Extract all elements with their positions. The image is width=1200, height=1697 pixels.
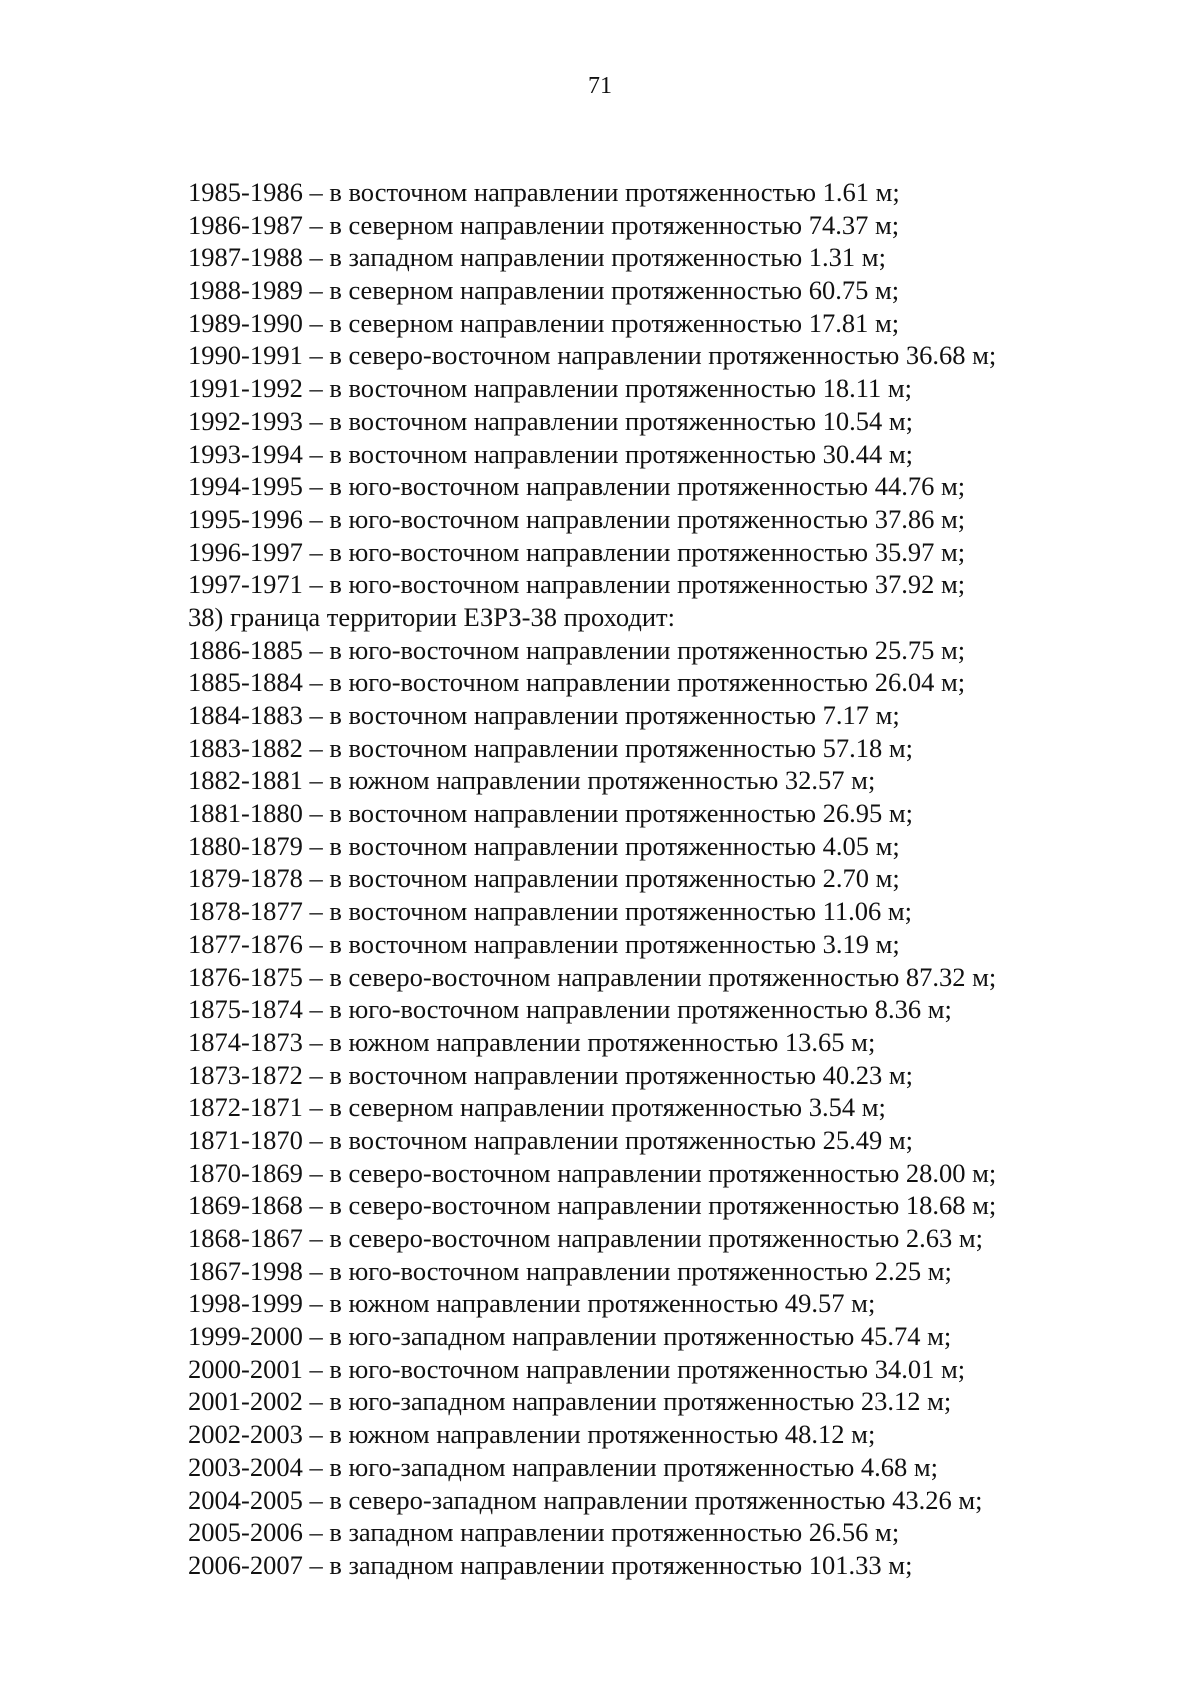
- boundary-segment-line: 1877-1876 – в восточном направлении протяженностью 3.19 м;: [188, 928, 900, 959]
- boundary-segment-line: 2006-2007 – в западном направлении протяженностью 101.33 м;: [188, 1549, 913, 1580]
- boundary-segment-line: 1985-1986 – в восточном направлении протяженностью 1.61 м;: [188, 177, 900, 207]
- boundary-segment-line: 1994-1995 – в юго-восточном направлении протяженностью 44.76 м;: [188, 471, 966, 502]
- boundary-segment-line: 1878-1877 – в восточном направлении протяженностью 11.06 м;: [188, 896, 913, 927]
- boundary-segment-list: [188, 176, 1148, 1582]
- boundary-segment-line: 1880-1879 – в восточном направлении протяженностью 4.05 м;: [188, 830, 900, 861]
- page-number: 71: [588, 73, 612, 99]
- boundary-segment-line: 2000-2001 – в юго-восточном направлении протяженностью 34.01 м;: [188, 1353, 966, 1384]
- boundary-segment-line: 1874-1873 – в южном направлении протяженностью 13.65 м;: [188, 1026, 876, 1057]
- boundary-segment-line: 1870-1869 – в северо-восточном направлении протяженностью 28.00 м;: [188, 1157, 997, 1188]
- boundary-segment-line: 1987-1988 – в западном направлении протяженностью 1.31 м;: [188, 242, 886, 273]
- boundary-segment-line: 1885-1884 – в юго-восточном направлении протяженностью 26.04 м;: [188, 667, 966, 698]
- boundary-segment-line: 1990-1991 – в северо-восточном направлении протяженностью 36.68 м;: [188, 340, 997, 371]
- boundary-segment-line: 1991-1992 – в восточном направлении протяженностью 18.11 м;: [188, 373, 913, 404]
- boundary-segment-line: 1986-1987 – в северном направлении протяженностью 74.37 м;: [188, 209, 900, 240]
- boundary-segment-line: 1989-1990 – в северном направлении протяженностью 17.81 м;: [188, 307, 900, 338]
- boundary-segment-line: 1988-1989 – в северном направлении протяженностью 60.75 м;: [188, 275, 900, 306]
- boundary-segment-line: 1879-1878 – в восточном направлении протяженностью 2.70 м;: [188, 863, 900, 894]
- boundary-segment-line: 1884-1883 – в восточном направлении протяженностью 7.17 м;: [188, 700, 900, 730]
- boundary-segment-line: 1876-1875 – в северо-восточном направлении протяженностью 87.32 м;: [188, 961, 997, 992]
- boundary-segment-line: 2003-2004 – в юго-западном направлении протяженностью 4.68 м;: [188, 1451, 939, 1482]
- boundary-segment-line: 1875-1874 – в юго-восточном направлении протяженностью 8.36 м;: [188, 994, 952, 1025]
- boundary-segment-line: 1886-1885 – в юго-восточном направлении протяженностью 25.75 м;: [188, 634, 966, 665]
- boundary-segment-line: 1873-1872 – в восточном направлении протяженностью 40.23 м;: [188, 1059, 913, 1090]
- boundary-segment-line: 2005-2006 – в западном направлении протяженностью 26.56 м;: [188, 1517, 900, 1548]
- boundary-segment-line: 1992-1993 – в восточном направлении протяженностью 10.54 м;: [188, 405, 913, 436]
- boundary-segment-line: 2002-2003 – в южном направлении протяженностью 48.12 м;: [188, 1419, 876, 1450]
- boundary-segment-line: 1871-1870 – в восточном направлении протяженностью 25.49 м;: [188, 1124, 913, 1155]
- boundary-segment-line: 1869-1868 – в северо-восточном направлении протяженностью 18.68 м;: [188, 1190, 997, 1221]
- boundary-segment-line: 1868-1867 – в северо-восточном направлении протяженностью 2.63 м;: [188, 1223, 984, 1253]
- boundary-segment-line: 1883-1882 – в восточном направлении протяженностью 57.18 м;: [188, 732, 913, 763]
- boundary-segment-line: 1872-1871 – в северном направлении протяженностью 3.54 м;: [188, 1092, 886, 1123]
- boundary-segment-line: 1999-2000 – в юго-западном направлении протяженностью 45.74 м;: [188, 1321, 952, 1352]
- boundary-segment-line: 1867-1998 – в юго-восточном направлении протяженностью 2.25 м;: [188, 1255, 952, 1286]
- boundary-segment-line: 1881-1880 – в восточном направлении протяженностью 26.95 м;: [188, 798, 913, 829]
- boundary-segment-line: 1995-1996 – в юго-восточном направлении протяженностью 37.86 м;: [188, 503, 966, 534]
- boundary-segment-line: 38) граница территории ЕЗРЗ-38 проходит:: [188, 601, 675, 632]
- boundary-segment-line: 2004-2005 – в северо-западном направлении протяженностью 43.26 м;: [188, 1484, 983, 1515]
- boundary-segment-line: 1997-1971 – в юго-восточном направлении протяженностью 37.92 м;: [188, 569, 966, 600]
- boundary-segment-line: 1882-1881 – в южном направлении протяженностью 32.57 м;: [188, 765, 876, 796]
- boundary-segment-line: 2001-2002 – в юго-западном направлении протяженностью 23.12 м;: [188, 1386, 952, 1417]
- boundary-segment-line: 1998-1999 – в южном направлении протяженностью 49.57 м;: [188, 1288, 876, 1319]
- boundary-segment-line: 1993-1994 – в восточном направлении протяженностью 30.44 м;: [188, 438, 913, 469]
- boundary-segment-line: 1996-1997 – в юго-восточном направлении протяженностью 35.97 м;: [188, 536, 966, 567]
